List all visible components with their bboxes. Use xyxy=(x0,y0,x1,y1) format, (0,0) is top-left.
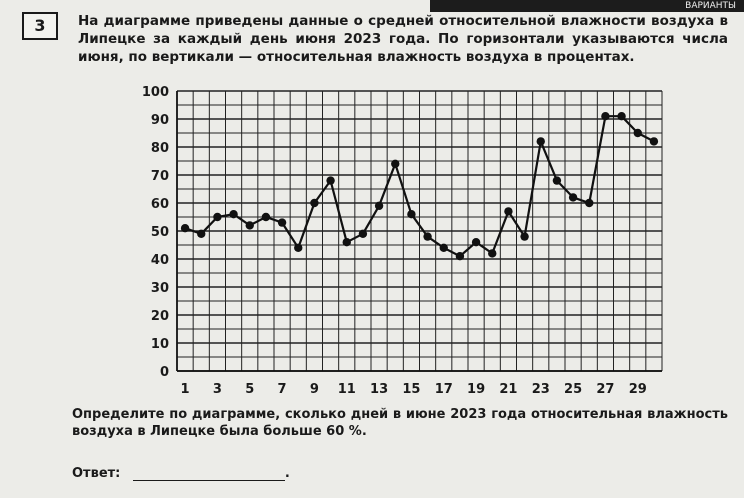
y-tick-label: 0 xyxy=(159,365,169,380)
x-tick-label: 3 xyxy=(212,382,222,397)
data-point xyxy=(472,238,480,246)
data-point xyxy=(601,112,609,120)
y-tick-label: 20 xyxy=(150,309,169,324)
data-point xyxy=(504,207,512,215)
y-tick-label: 80 xyxy=(150,141,169,156)
data-point xyxy=(520,232,528,240)
data-point xyxy=(440,244,448,252)
data-point xyxy=(294,244,302,252)
data-point xyxy=(585,199,593,207)
y-tick-label: 100 xyxy=(141,85,169,100)
answer-row xyxy=(72,466,290,481)
y-tick-label: 90 xyxy=(150,113,169,128)
y-tick-label: 60 xyxy=(150,197,169,212)
answer-input-line[interactable] xyxy=(133,466,285,481)
y-tick-label: 40 xyxy=(150,253,169,268)
data-point xyxy=(537,137,545,145)
answer-suffix: . xyxy=(284,466,290,481)
data-point xyxy=(391,160,399,168)
data-point xyxy=(488,249,496,257)
data-point xyxy=(456,252,464,260)
x-tick-label: 1 xyxy=(180,382,190,397)
data-point xyxy=(310,199,318,207)
y-axis-tick-labels xyxy=(142,85,169,380)
data-point xyxy=(423,232,431,240)
x-tick-label: 27 xyxy=(596,382,615,397)
x-tick-label: 11 xyxy=(337,382,356,397)
x-tick-label: 9 xyxy=(309,382,319,397)
x-axis-tick-labels xyxy=(181,382,647,397)
x-tick-label: 5 xyxy=(245,382,255,397)
data-point xyxy=(278,218,286,226)
answer-label: Ответ: xyxy=(72,466,121,481)
data-point xyxy=(197,230,205,238)
y-tick-label: 10 xyxy=(150,337,169,352)
question-text: На диаграмме приведены данные о средней относительной влажности воздуха в Липецке за каждый день июня 2023 года. По горизонтали указываются числа июня, по вертикали — относительная влажность воздуха в процентах. xyxy=(78,13,728,65)
data-point xyxy=(359,230,367,238)
x-tick-label: 7 xyxy=(277,382,287,397)
y-tick-label: 30 xyxy=(150,281,169,296)
data-point xyxy=(213,213,221,221)
x-tick-label: 23 xyxy=(531,382,550,397)
data-point xyxy=(407,210,415,218)
x-tick-label: 21 xyxy=(499,382,518,397)
y-tick-label: 70 xyxy=(150,169,169,184)
data-point xyxy=(246,221,254,229)
data-point xyxy=(343,238,351,246)
data-point xyxy=(553,176,561,184)
chart-grid xyxy=(177,91,662,371)
x-tick-label: 29 xyxy=(628,382,647,397)
data-point xyxy=(229,210,237,218)
x-tick-label: 19 xyxy=(467,382,486,397)
data-point xyxy=(617,112,625,120)
data-point xyxy=(181,224,189,232)
data-point xyxy=(569,193,577,201)
task-text: Определите по диаграмме, сколько дней в июне 2023 года относительная влажность воздуха в Липецке была больше 60 %. xyxy=(72,407,728,439)
header-strip-text: ВАРИАНТЫ xyxy=(685,1,736,11)
x-tick-label: 25 xyxy=(564,382,583,397)
data-point xyxy=(634,129,642,137)
y-tick-label: 50 xyxy=(150,225,169,240)
data-point xyxy=(650,137,658,145)
x-tick-label: 13 xyxy=(370,382,389,397)
question-number: 3 xyxy=(22,12,58,40)
x-tick-label: 15 xyxy=(402,382,421,397)
data-point xyxy=(326,176,334,184)
data-point xyxy=(262,213,270,221)
x-tick-label: 17 xyxy=(434,382,453,397)
data-point xyxy=(375,202,383,210)
